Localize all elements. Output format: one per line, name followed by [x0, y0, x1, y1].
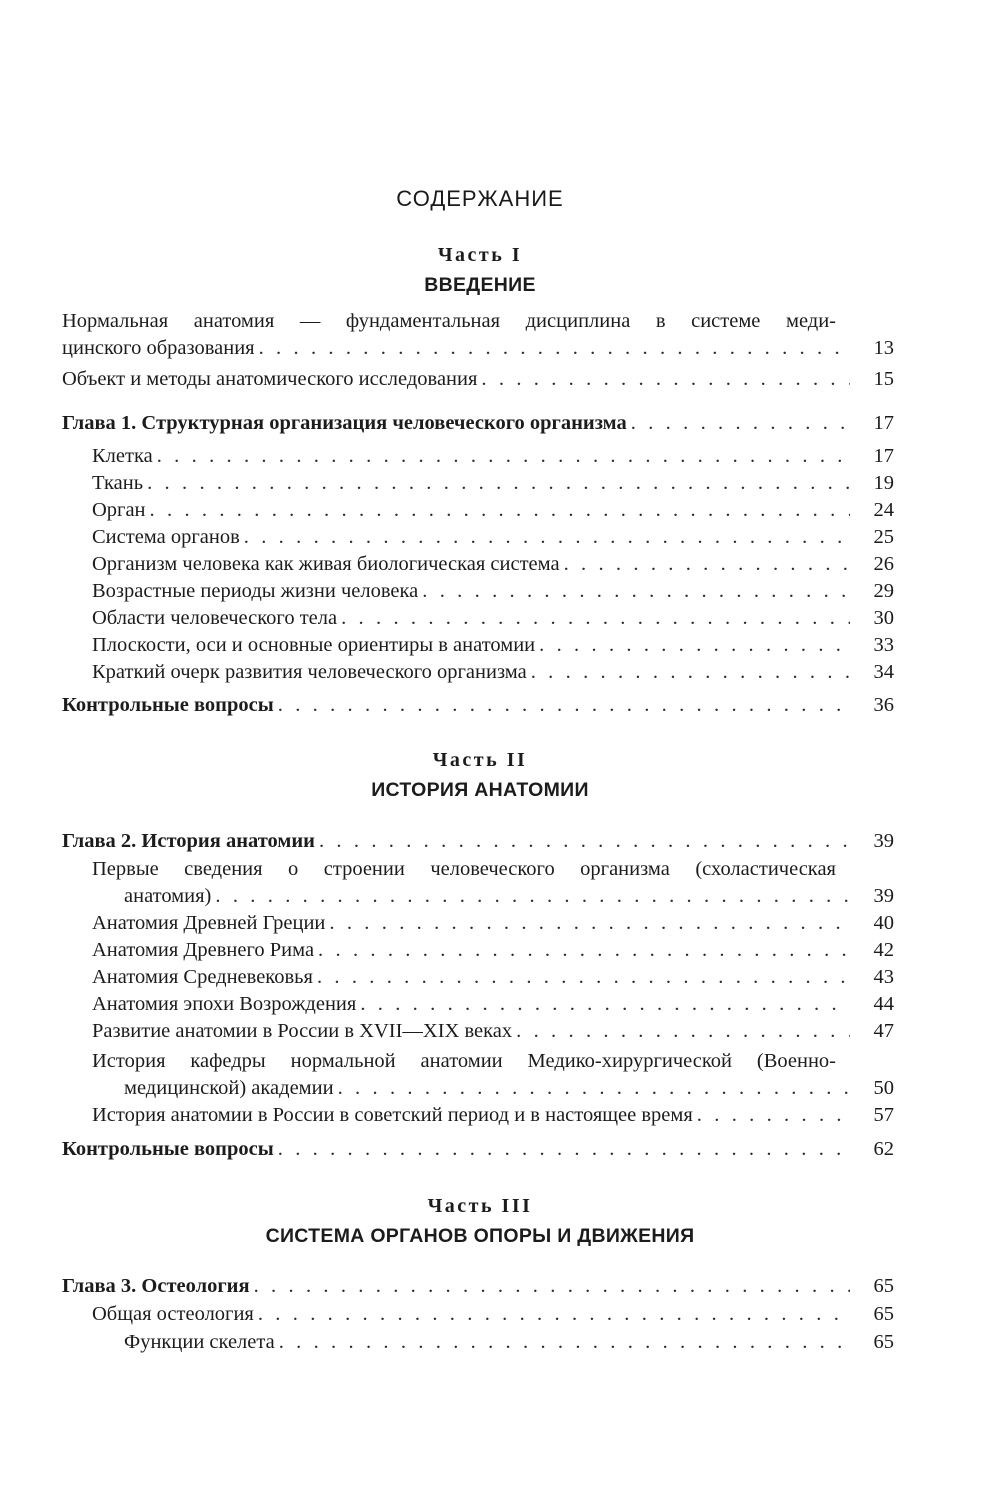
toc-page-number: 62 — [873, 1138, 894, 1160]
toc-page-number: 29 — [873, 580, 894, 602]
toc-page-number: 19 — [873, 472, 894, 494]
toc-page-number: 24 — [873, 499, 894, 521]
toc-entry-label: Развитие анатомии в России в XVII—XIX веках — [92, 1020, 513, 1042]
toc-entry[interactable] — [92, 1102, 894, 1129]
toc-page-number: 44 — [873, 993, 894, 1015]
toc-entry-label: Возрастные периоды жизни человека — [92, 580, 419, 602]
leader-dots — [254, 1273, 850, 1300]
toc-page-number: 42 — [873, 939, 894, 961]
toc-chapter-entry[interactable] — [62, 410, 894, 437]
part-title: ВВЕДЕНИЕ — [424, 274, 536, 296]
leader-dots — [516, 1018, 850, 1045]
toc-entry-label: медицинской) академии — [124, 1077, 334, 1099]
toc-entry[interactable] — [92, 991, 894, 1018]
toc-entry-label: Общая остеология — [92, 1303, 254, 1325]
toc-entry[interactable] — [124, 1329, 894, 1356]
leader-dots — [531, 659, 850, 686]
toc-entry[interactable] — [92, 659, 894, 686]
leader-dots — [244, 524, 850, 551]
toc-page-number: 26 — [873, 553, 894, 575]
toc-entry-label: Орган — [92, 499, 146, 521]
toc-page-number: 13 — [873, 337, 894, 359]
toc-entry-label: Анатомия Средневековья — [92, 966, 313, 988]
toc-entry-line1[interactable]: Нормальная анатомия — фундаментальная дисциплина в системе меди- — [62, 310, 836, 332]
leader-dots — [564, 551, 850, 578]
toc-entry-label: Объект и методы анатомического исследования — [62, 368, 478, 390]
toc-page-number: 65 — [873, 1331, 894, 1353]
part-heading — [62, 747, 898, 803]
toc-page-number: 33 — [873, 634, 894, 656]
toc-entry-label: История анатомии в России в советский период и в настоящее время — [92, 1104, 693, 1126]
toc-entry-label: Ткань — [92, 472, 144, 494]
toc-entry-label: Глава 2. История анатомии — [62, 830, 315, 852]
part-title: СИСТЕМА ОРГАНОВ ОПОРЫ И ДВИЖЕНИЯ — [265, 1225, 695, 1247]
toc-entry[interactable] — [124, 1075, 894, 1102]
toc-entry-label: Контрольные вопросы — [62, 694, 274, 716]
leader-dots — [258, 1301, 850, 1328]
leader-dots — [150, 497, 850, 524]
toc-page-number: 39 — [873, 830, 894, 852]
toc-entry-label: Анатомия Древней Греции — [92, 912, 326, 934]
toc-chapter-entry[interactable] — [62, 1273, 894, 1300]
toc-page-number: 25 — [873, 526, 894, 548]
toc-entry[interactable] — [62, 335, 894, 362]
toc-entry-label: Анатомия эпохи Возрождения — [92, 993, 357, 1015]
toc-entry[interactable] — [62, 366, 894, 393]
toc-entry[interactable] — [92, 937, 894, 964]
part-heading — [62, 242, 898, 298]
toc-page-number: 43 — [873, 966, 894, 988]
toc-entry-label: Функции скелета — [124, 1331, 275, 1353]
toc-entry[interactable] — [92, 964, 894, 991]
toc-page-number: 57 — [873, 1104, 894, 1126]
leader-dots — [481, 366, 850, 393]
leader-dots — [215, 883, 850, 910]
toc-entry-label: Контрольные вопросы — [62, 1138, 274, 1160]
toc-entry-label: Плоскости, оси и основные ориентиры в анатомии — [92, 634, 536, 656]
leader-dots — [319, 828, 850, 855]
toc-entry-label: Анатомия Древнего Рима — [92, 939, 315, 961]
toc-entry-label: цинского образования — [62, 337, 255, 359]
leader-dots — [157, 443, 850, 470]
leader-dots — [318, 937, 850, 964]
part-label: Часть III — [427, 1195, 533, 1217]
toc-entry-label: Система органов — [92, 526, 240, 548]
toc-page-number: 17 — [873, 445, 894, 467]
leader-dots — [278, 692, 850, 719]
leader-dots — [338, 1075, 850, 1102]
toc-page-number: 40 — [873, 912, 894, 934]
toc-entry[interactable] — [92, 578, 894, 605]
toc-page-number: 47 — [873, 1020, 894, 1042]
toc-chapter-entry[interactable] — [62, 692, 894, 719]
part-label: Часть II — [432, 749, 528, 771]
toc-entry-label: Области человеческого тела — [92, 607, 338, 629]
leader-dots — [317, 964, 850, 991]
toc-page-number: 50 — [873, 1077, 894, 1099]
leader-dots — [539, 632, 850, 659]
part-heading — [62, 1193, 898, 1249]
toc-chapter-entry[interactable] — [62, 828, 894, 855]
leader-dots — [422, 578, 850, 605]
leader-dots — [631, 410, 850, 437]
leader-dots — [279, 1329, 850, 1356]
toc-entry[interactable] — [92, 497, 894, 524]
toc-page — [62, 0, 898, 1488]
part-title: ИСТОРИЯ АНАТОМИИ — [371, 779, 589, 801]
toc-entry[interactable] — [92, 605, 894, 632]
leader-dots — [278, 1136, 850, 1163]
toc-entry-line1[interactable]: История кафедры нормальной анатомии Медико-хирургической (Военно- — [92, 1050, 836, 1072]
toc-entry[interactable] — [92, 910, 894, 937]
toc-entry-label: анатомия) — [124, 885, 212, 907]
toc-entry[interactable] — [92, 551, 894, 578]
toc-page-number: 39 — [873, 885, 894, 907]
toc-entry[interactable] — [124, 883, 894, 910]
toc-entry[interactable] — [92, 632, 894, 659]
toc-page-number: 36 — [873, 694, 894, 716]
leader-dots — [697, 1102, 850, 1129]
toc-entry-label: Глава 3. Остеология — [62, 1275, 250, 1297]
toc-entry[interactable] — [92, 524, 894, 551]
toc-page-number: 30 — [873, 607, 894, 629]
page-title: СОДЕРЖАНИЕ — [396, 186, 564, 211]
toc-entry-label: Организм человека как живая биологическая система — [92, 553, 560, 575]
toc-entry-label: Клетка — [92, 445, 153, 467]
toc-entry-label: Краткий очерк развития человеческого организма — [92, 661, 527, 683]
toc-entry-label: Глава 1. Структурная организация человеческого организма — [62, 412, 627, 434]
leader-dots — [147, 470, 850, 497]
toc-page-number: 34 — [873, 661, 894, 683]
toc-page-number: 15 — [873, 368, 894, 390]
toc-page-number: 65 — [873, 1275, 894, 1297]
part-label: Часть I — [437, 244, 523, 266]
toc-page-number: 65 — [873, 1303, 894, 1325]
toc-entry[interactable] — [92, 443, 894, 470]
toc-entry[interactable] — [92, 470, 894, 497]
leader-dots — [341, 605, 850, 632]
toc-page-number: 17 — [873, 412, 894, 434]
leader-dots — [329, 910, 850, 937]
leader-dots — [259, 335, 850, 362]
toc-entry[interactable] — [92, 1018, 894, 1045]
toc-entry-line1[interactable]: Первые сведения о строении человеческого организма (схоластическая — [92, 858, 836, 880]
toc-chapter-entry[interactable] — [62, 1136, 894, 1163]
toc-entry[interactable] — [92, 1301, 894, 1328]
leader-dots — [360, 991, 850, 1018]
